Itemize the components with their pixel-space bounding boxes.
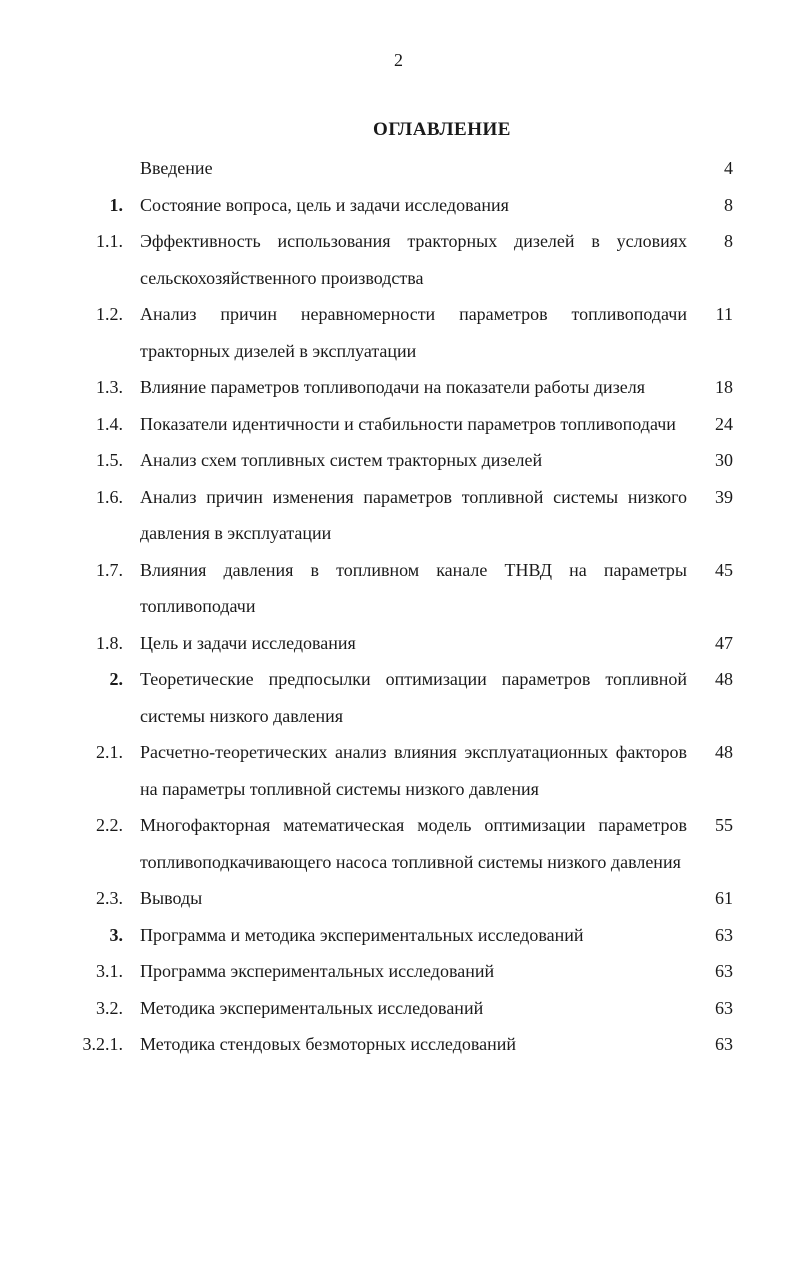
entry-page: 30 <box>715 450 733 470</box>
entry-title: Выводы <box>140 888 203 908</box>
toc-entry-3-2 <box>0 990 797 1027</box>
entry-title: Анализ схем топливных систем тракторных дизелей <box>140 450 543 470</box>
entry-page: 63 <box>715 1034 733 1054</box>
toc-entry-1-1 <box>0 223 797 296</box>
entry-page: 45 <box>715 559 733 580</box>
entry-number: 3.2. <box>96 997 123 1018</box>
toc-entry-1-6 <box>0 479 797 552</box>
entry-page: 8 <box>724 231 733 251</box>
entry-number: 2.3. <box>96 888 123 908</box>
entry-title: Теоретические предпосылки оптимизации параметров топливной системы низкого давления <box>140 669 687 726</box>
entry-page: 18 <box>715 377 733 397</box>
entry-page: 4 <box>724 158 733 178</box>
entry-number: 1.5. <box>96 450 123 470</box>
entry-number: 3. <box>109 924 123 945</box>
entry-number: 1.1. <box>96 231 123 251</box>
entry-title: Эффективность использования тракторных дизелей в условиях сельскохозяйственного производства <box>140 231 687 288</box>
entry-page: 11 <box>715 304 733 324</box>
entry-page: 55 <box>715 815 733 835</box>
entry-page: 63 <box>715 997 733 1018</box>
entry-number: 1.4. <box>96 413 123 434</box>
entry-page: 24 <box>715 413 733 434</box>
toc-title: ОГЛАВЛЕНИЕ <box>373 119 511 140</box>
toc-entry-1-7 <box>0 552 797 625</box>
entry-page: 8 <box>724 194 733 215</box>
entry-page: 48 <box>715 669 733 689</box>
toc-entry-2-2 <box>0 807 797 880</box>
entry-page: 47 <box>715 632 733 653</box>
toc-entry-3-2-1 <box>0 1026 797 1063</box>
toc-entry-2-3 <box>0 880 797 917</box>
entry-page: 39 <box>715 486 733 507</box>
toc-entry-1-4 <box>0 406 797 443</box>
entry-title: Введение <box>140 158 213 178</box>
entry-title: Методика экспериментальных исследований <box>140 997 484 1018</box>
toc-entry-1-8 <box>0 625 797 662</box>
entry-number: 3.1. <box>96 961 123 981</box>
toc-entry-2-1 <box>0 734 797 807</box>
entry-number: 1.8. <box>96 632 123 653</box>
entry-title: Многофакторная математическая модель оптимизации параметров топливоподкачивающего насоса топливной системы низкого давления <box>140 815 687 872</box>
entry-number: 1. <box>109 194 123 215</box>
entry-title: Методика стендовых безмоторных исследований <box>140 1034 516 1054</box>
entry-number: 2. <box>109 669 123 689</box>
toc-entry-2 <box>0 661 797 734</box>
entry-title: Влияния давления в топливном канале ТНВД на параметры топливоподачи <box>140 559 687 616</box>
entry-page: 48 <box>715 742 733 762</box>
entry-title: Программа и методика экспериментальных исследований <box>140 924 584 945</box>
entry-number: 1.6. <box>96 486 123 507</box>
toc-entry-intro <box>0 150 797 187</box>
toc-entry-1-2 <box>0 296 797 369</box>
entry-title: Показатели идентичности и стабильности параметров топливоподачи <box>140 413 676 434</box>
toc-entry-1-3 <box>0 369 797 406</box>
toc-entry-3 <box>0 917 797 954</box>
toc-entry-3-1 <box>0 953 797 990</box>
entry-title: Анализ причин неравномерности параметров топливоподачи тракторных дизелей в эксплуатации <box>140 304 687 361</box>
entry-number: 1.7. <box>96 559 123 580</box>
entry-page: 61 <box>715 888 733 908</box>
entry-title: Влияние параметров топливоподачи на показатели работы дизеля <box>140 377 646 397</box>
entry-number: 3.2.1. <box>82 1034 123 1054</box>
toc-entry-1 <box>0 187 797 224</box>
entry-number: 2.2. <box>96 815 123 835</box>
entry-number: 1.2. <box>96 304 123 324</box>
entry-page: 63 <box>715 961 733 981</box>
toc-entry-1-5 <box>0 442 797 479</box>
entry-title: Состояние вопроса, цель и задачи исследования <box>140 194 509 215</box>
entry-title: Расчетно-теоретических анализ влияния эксплуатационных факторов на параметры топливной системы низкого давления <box>140 742 687 799</box>
table-of-contents <box>0 150 797 1063</box>
entry-title: Программа экспериментальных исследований <box>140 961 495 981</box>
entry-number: 1.3. <box>96 377 123 397</box>
entry-title: Цель и задачи исследования <box>140 632 356 653</box>
entry-title: Анализ причин изменения параметров топливной системы низкого давления в эксплуатации <box>140 486 687 543</box>
entry-page: 63 <box>715 924 733 945</box>
page-number: 2 <box>394 50 403 70</box>
entry-number: 2.1. <box>96 742 123 762</box>
